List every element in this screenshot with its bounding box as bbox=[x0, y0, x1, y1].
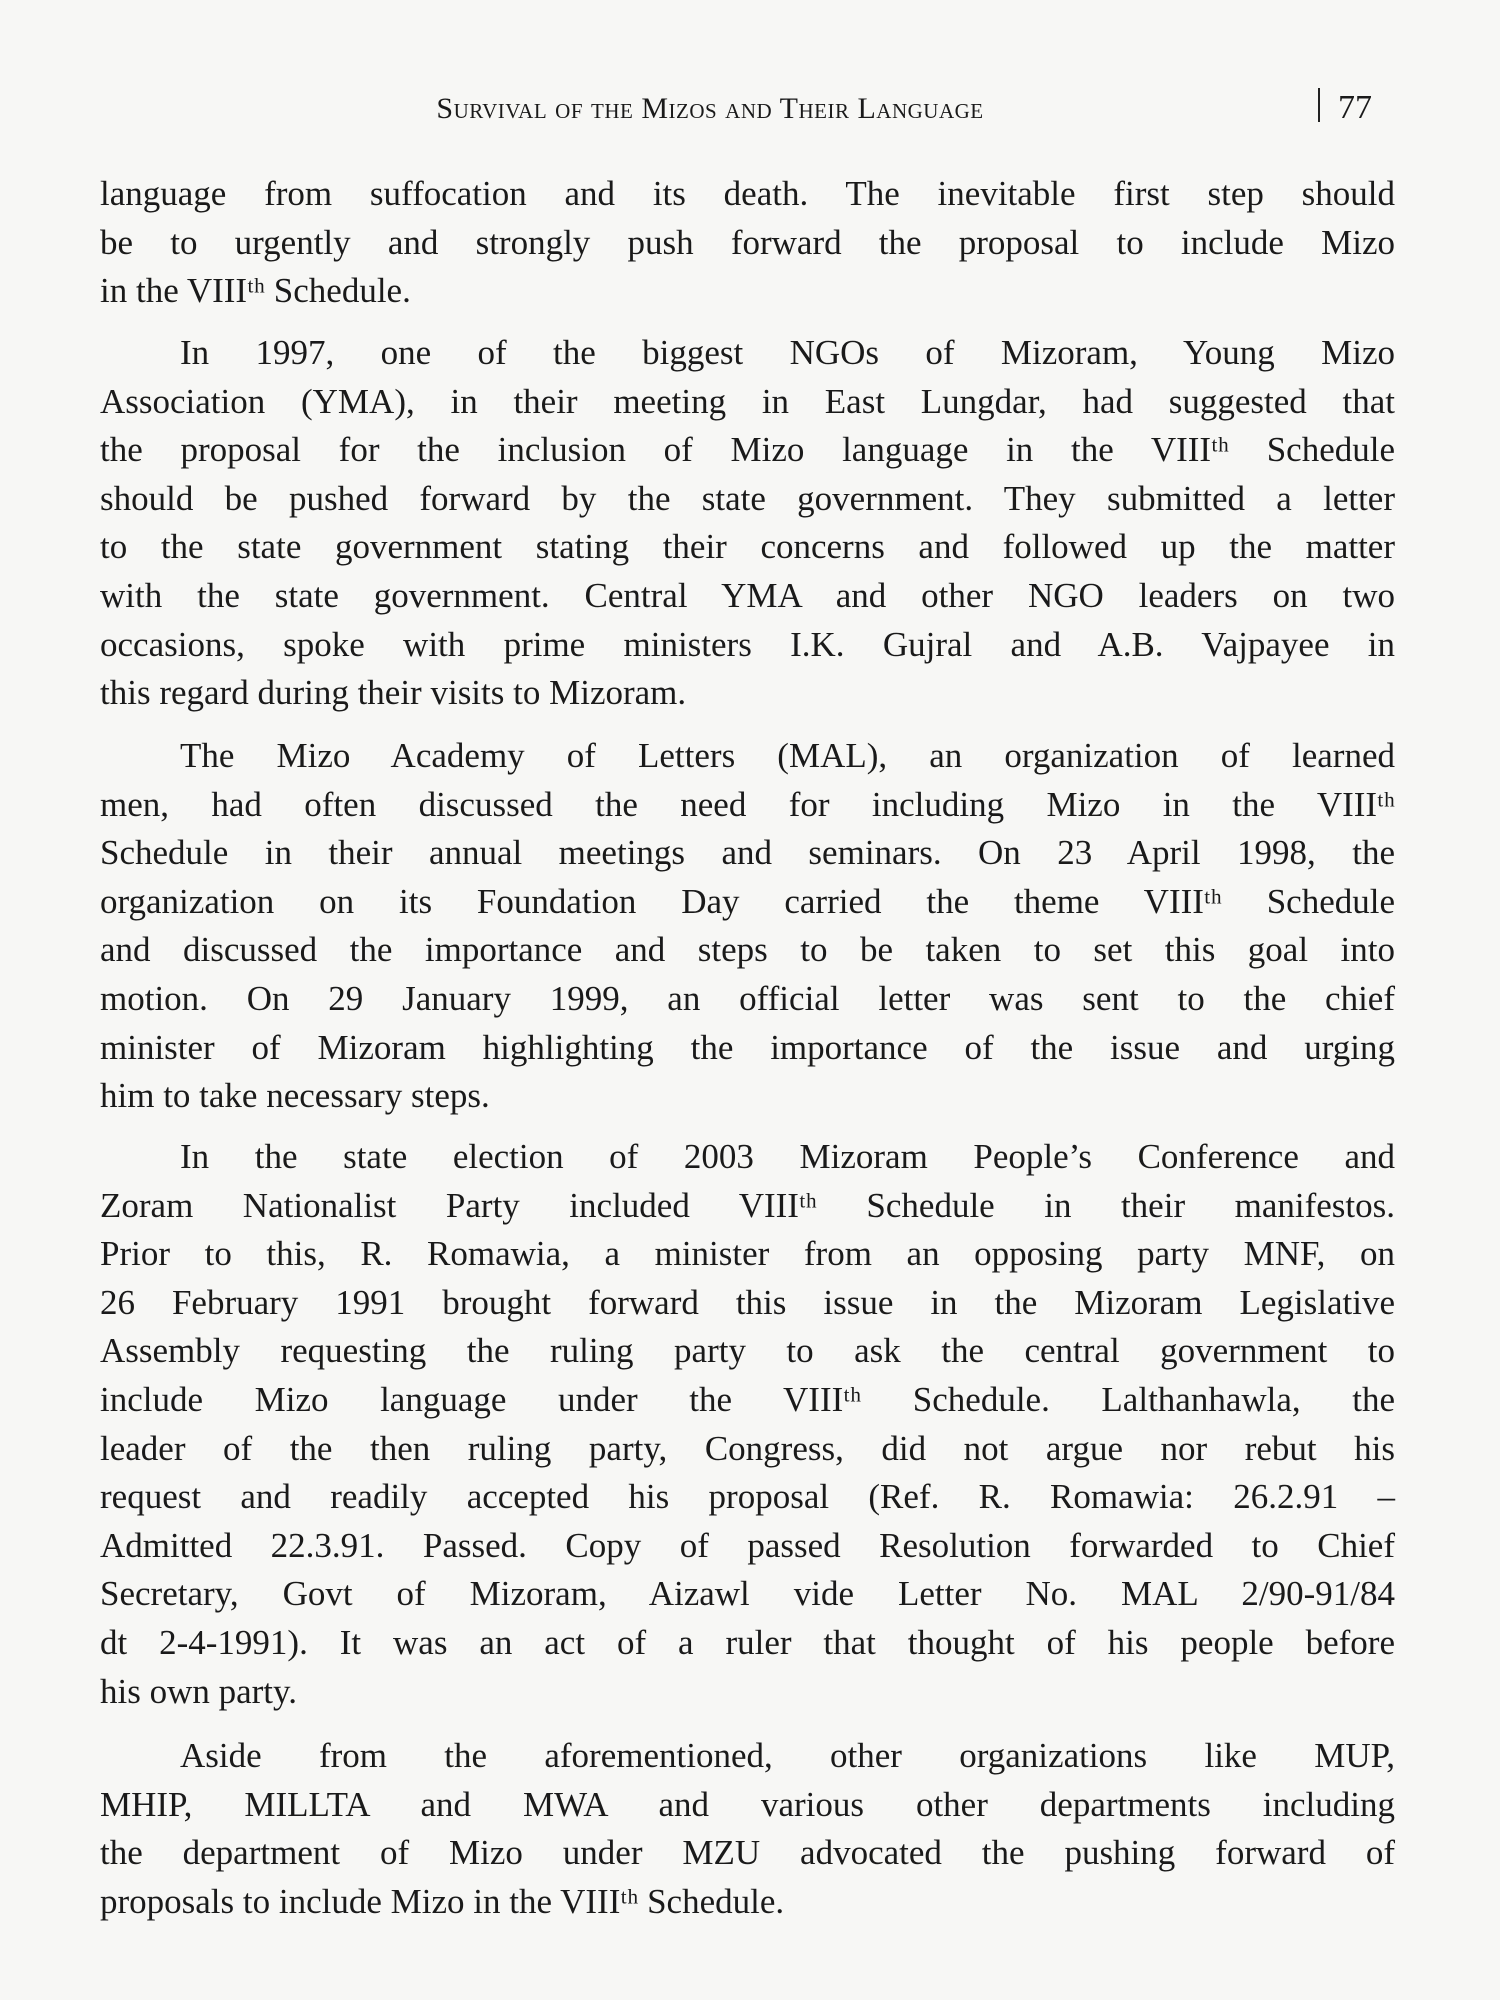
text-line: occasions, spoke with prime ministers I.K. Gujral and A.B. Vajpayee in bbox=[100, 624, 1395, 664]
text-line: request and readily accepted his proposal (Ref. R. Romawia: 26.2.91 – bbox=[100, 1477, 1395, 1517]
text-line: Prior to this, R. Romawia, a minister from an opposing party MNF, on bbox=[100, 1234, 1395, 1274]
text-line: Admitted 22.3.91. Passed. Copy of passed Resolution forwarded to Chief bbox=[100, 1525, 1395, 1565]
text-line: Assembly requesting the ruling party to ask the central government to bbox=[100, 1331, 1395, 1371]
text-line: organization on its Foundation Day carried the theme VIIIᵗʰ Schedule bbox=[100, 881, 1395, 921]
text-line: the department of Mizo under MZU advocated the pushing forward of bbox=[100, 1833, 1395, 1873]
text-line: should be pushed forward by the state government. They submitted a letter bbox=[100, 478, 1395, 518]
text-line: his own party. bbox=[100, 1671, 298, 1711]
text-line: Association (YMA), in their meeting in East Lungdar, had suggested that bbox=[100, 381, 1395, 421]
text-line: 26 February 1991 brought forward this issue in the Mizoram Legislative bbox=[100, 1282, 1395, 1322]
paragraph bbox=[100, 732, 1395, 1121]
text-line: be to urgently and strongly push forward the proposal to include Mizo bbox=[100, 222, 1395, 262]
running-head-title: Survival of the Mizos and Their Language bbox=[436, 92, 984, 125]
paragraph bbox=[100, 1732, 1395, 1926]
paragraph bbox=[100, 329, 1395, 718]
text-line: to the state government stating their concerns and followed up the matter bbox=[100, 527, 1395, 567]
page-number-text: 77 bbox=[1338, 89, 1372, 126]
header-divider bbox=[1318, 88, 1320, 122]
text-line: in the VIIIᵗʰ Schedule. bbox=[100, 271, 411, 311]
text-line: minister of Mizoram highlighting the importance of the issue and urging bbox=[100, 1027, 1395, 1067]
text-line: Aside from the aforementioned, other organizations like MUP, bbox=[180, 1736, 1395, 1775]
text-line: with the state government. Central YMA and other NGO leaders on two bbox=[100, 575, 1395, 615]
text-line: motion. On 29 January 1999, an official letter was sent to the chief bbox=[100, 978, 1395, 1018]
text-line: this regard during their visits to Mizoram. bbox=[100, 673, 687, 713]
text-line: him to take necessary steps. bbox=[100, 1076, 490, 1116]
text-line: leader of the then ruling party, Congress, did not argue nor rebut his bbox=[100, 1428, 1395, 1468]
text-line: men, had often discussed the need for including Mizo in the VIIIᵗʰ bbox=[100, 784, 1395, 824]
text-line: In 1997, one of the biggest NGOs of Mizoram, Young Mizo bbox=[180, 333, 1395, 372]
text-line: language from suffocation and its death. The inevitable first step should bbox=[100, 174, 1395, 213]
text-line: The Mizo Academy of Letters (MAL), an organization of learned bbox=[180, 736, 1395, 775]
text-line: dt 2-4-1991). It was an act of a ruler that thought of his people before bbox=[100, 1622, 1395, 1662]
paragraph bbox=[100, 1133, 1395, 1716]
text-line: Secretary, Govt of Mizoram, Aizawl vide Letter No. MAL 2/90-91/84 bbox=[100, 1574, 1395, 1614]
page-number bbox=[1318, 88, 1372, 127]
text-line: and discussed the importance and steps to be taken to set this goal into bbox=[100, 930, 1395, 970]
text-line: Schedule in their annual meetings and seminars. On 23 April 1998, the bbox=[100, 833, 1395, 873]
text-line: include Mizo language under the VIIIᵗʰ Schedule. Lalthanhawla, the bbox=[100, 1379, 1395, 1419]
text-line: Zoram Nationalist Party included VIIIᵗʰ Schedule in their manifestos. bbox=[100, 1185, 1395, 1225]
text-line: In the state election of 2003 Mizoram People’s Conference and bbox=[180, 1137, 1395, 1176]
paragraph bbox=[100, 170, 1395, 316]
text-line: proposals to include Mizo in the VIIIᵗʰ Schedule. bbox=[100, 1881, 785, 1921]
text-line: MHIP, MILLTA and MWA and various other departments including bbox=[100, 1784, 1395, 1824]
text-line: the proposal for the inclusion of Mizo language in the VIIIᵗʰ Schedule bbox=[100, 430, 1395, 470]
